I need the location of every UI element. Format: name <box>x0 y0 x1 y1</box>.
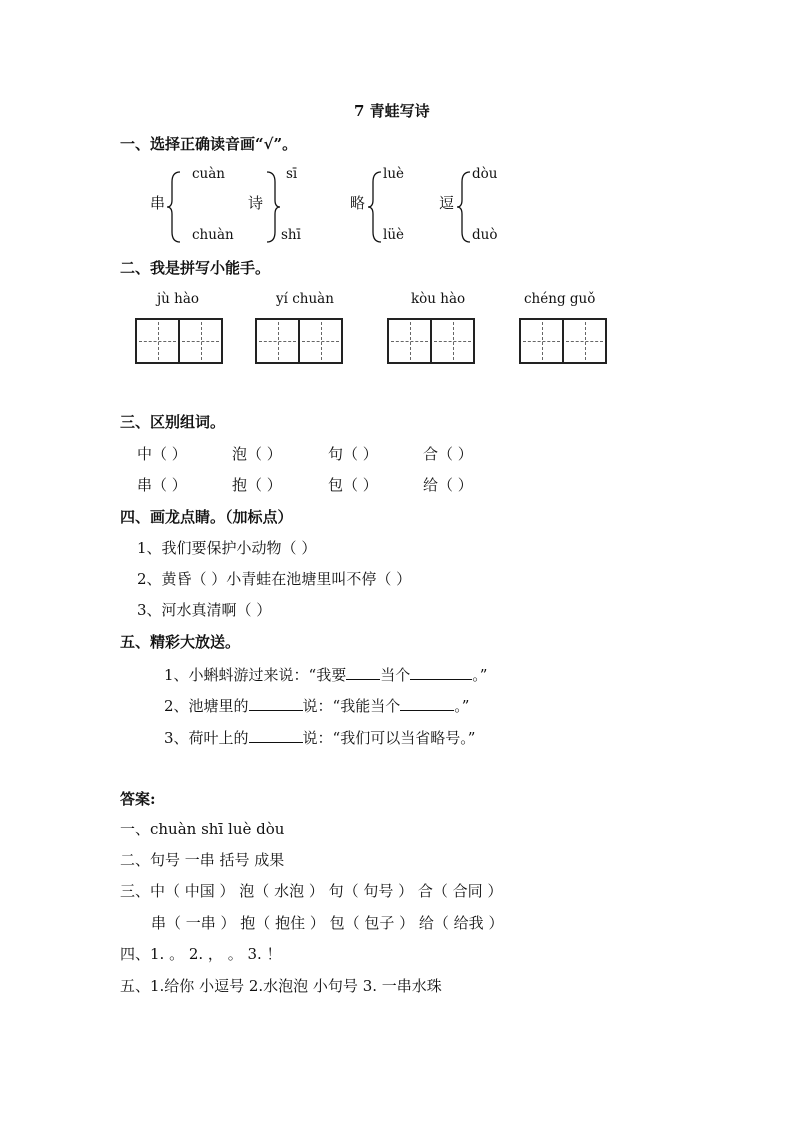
punctuation-line: 3、河水真清啊（ ） <box>137 601 272 619</box>
group-char: 逗 <box>439 194 455 212</box>
left-brace-icon <box>166 170 182 244</box>
pinyin-prompt: chéng guǒ <box>524 291 596 307</box>
fill-text: 当个 <box>380 666 411 684</box>
left-brace-icon <box>456 170 472 244</box>
word-item: 给（ ） <box>423 476 473 494</box>
fill-text: 1、小蝌蚪游过来说：“我要 <box>164 666 347 684</box>
section3-heading: 三、区别组词。 <box>120 413 226 431</box>
pinyin-option-bottom: lüè <box>383 227 405 243</box>
group-char: 串 <box>150 194 166 212</box>
pinyin-prompt: kòu hào <box>411 291 466 307</box>
answer-blank[interactable] <box>410 666 472 680</box>
word-item: 泡（ ） <box>232 445 282 463</box>
pinyin-option-top: cuàn <box>192 166 225 182</box>
pinyin-prompt: yí chuàn <box>276 291 334 307</box>
writing-grid[interactable] <box>387 318 475 364</box>
fill-line-2 <box>164 697 469 714</box>
fill-text: 说：“我们可以当省略号。” <box>302 729 476 747</box>
group-char: 略 <box>350 194 366 212</box>
answer-line: 一、chuàn shī luè dòu <box>120 820 285 838</box>
pinyin-option-bottom: shī <box>281 227 301 243</box>
fill-text: 。” <box>472 666 488 684</box>
word-item: 包（ ） <box>328 476 378 494</box>
fill-text: 。” <box>454 697 470 715</box>
answer-blank[interactable] <box>249 729 303 743</box>
left-brace-icon <box>367 170 383 244</box>
right-brace-icon <box>265 170 281 244</box>
pinyin-prompt: jù hào <box>157 291 200 307</box>
fill-text: 2、池塘里的 <box>164 697 249 715</box>
answer-blank[interactable] <box>400 697 454 711</box>
fill-text: 3、荷叶上的 <box>164 729 249 747</box>
pinyin-option-bottom: duò <box>472 227 498 243</box>
word-item: 串（ ） <box>137 476 187 494</box>
fill-text: 说：“我能当个 <box>302 697 401 715</box>
writing-grid[interactable] <box>135 318 223 364</box>
writing-grid[interactable] <box>255 318 343 364</box>
word-item: 句（ ） <box>328 445 378 463</box>
section4-heading: 四、画龙点睛。（加标点） <box>120 508 293 526</box>
punctuation-line: 2、黄昏（ ）小青蛙在池塘里叫不停（ ） <box>137 570 412 588</box>
section1-heading: 一、选择正确读音画“√”。 <box>120 135 298 153</box>
answer-line: 五、1.给你 小逗号 2.水泡泡 小句号 3. 一串水珠 <box>120 977 442 995</box>
answer-line: 四、1. 。 2. ， 。 3. ！ <box>120 945 282 963</box>
word-item: 抱（ ） <box>232 476 282 494</box>
fill-line-3 <box>164 729 475 746</box>
pinyin-option-top: sī <box>286 166 298 182</box>
pinyin-option-bottom: chuàn <box>192 227 234 243</box>
answer-line: 三、中（ 中国 ） 泡（ 水泡 ） 句（ 句号 ） 合（ 合同 ） <box>120 882 503 900</box>
answers-heading: 答案: <box>120 790 156 808</box>
section5-heading: 五、精彩大放送。 <box>120 633 241 651</box>
page-title: 7 青蛙写诗 <box>354 102 430 120</box>
pinyin-option-top: luè <box>383 166 405 182</box>
pinyin-option-top: dòu <box>472 166 498 182</box>
answer-blank[interactable] <box>346 666 380 680</box>
answer-blank[interactable] <box>249 697 303 711</box>
group-char: 诗 <box>248 194 264 212</box>
section2-heading: 二、我是拼写小能手。 <box>120 259 271 277</box>
answer-line: 串（ 一串 ） 抱（ 抱住 ） 包（ 包子 ） 给（ 给我 ） <box>151 914 504 932</box>
writing-grid[interactable] <box>519 318 607 364</box>
word-item: 中（ ） <box>137 445 187 463</box>
answer-line: 二、句号 一串 括号 成果 <box>120 851 285 869</box>
word-item: 合（ ） <box>423 445 473 463</box>
fill-line-1 <box>164 666 487 683</box>
punctuation-line: 1、我们要保护小动物（ ） <box>137 539 317 557</box>
